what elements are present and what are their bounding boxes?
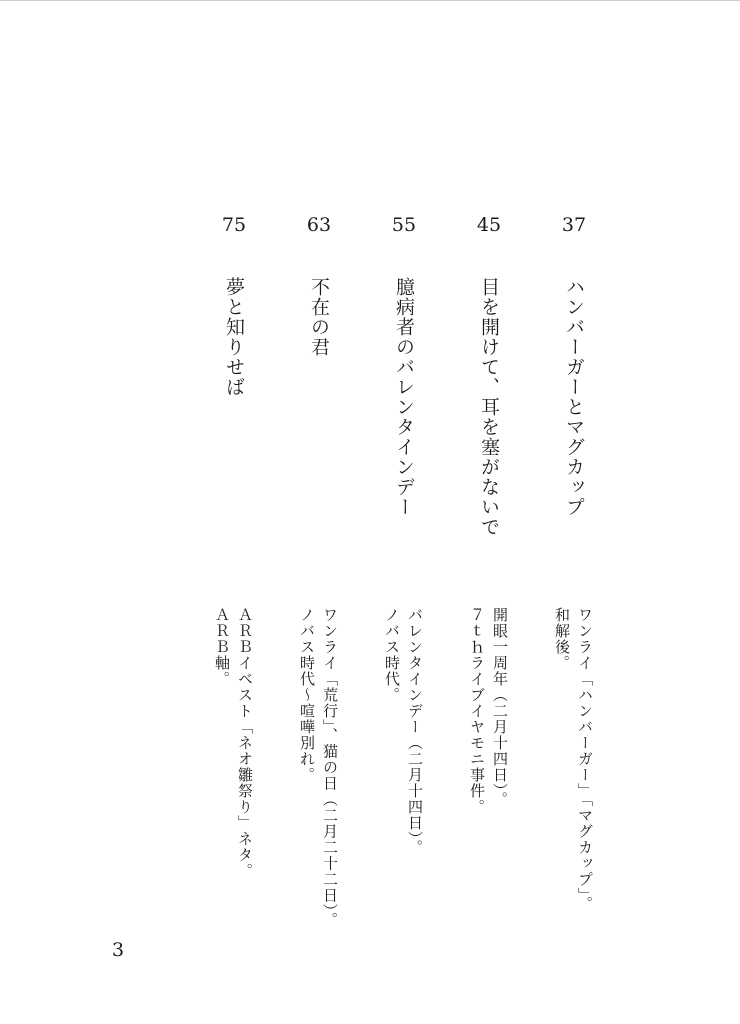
entry-note: ワンライ「荒行」、猫の日（二月二十二日）。 bbox=[321, 607, 339, 928]
page-number: 3 bbox=[112, 939, 125, 961]
entry-note: 開眼一周年（二月十四日）。 bbox=[491, 607, 509, 808]
entry-title: ハンバーガーとマグカップ bbox=[563, 277, 585, 517]
entry-note: ノバス時代～喧嘩別れ。 bbox=[298, 607, 316, 783]
entry-page-number: 45 bbox=[476, 214, 502, 236]
entry-note: ワンライ「ハンバーガー」「マグカップ」。 bbox=[576, 607, 594, 912]
entry-note: ＡＲＢ軸。 bbox=[213, 607, 231, 687]
entry-page-number: 55 bbox=[391, 214, 417, 236]
entry-title: 臆病者のバレンタインデー bbox=[393, 277, 415, 517]
entry-page-number: 37 bbox=[561, 214, 587, 236]
top-border bbox=[0, 0, 740, 1]
entry-page-number: 75 bbox=[221, 214, 247, 236]
entry-note: ７ｔｈライブイヤモニ事件。 bbox=[468, 607, 486, 815]
entry-note: バレンタインデー（二月十四日）。 bbox=[406, 607, 424, 856]
entry-note: ノバス時代。 bbox=[383, 607, 401, 703]
entry-note: ＡＲＢイベスト「ネオ雛祭り」ネタ。 bbox=[236, 607, 254, 879]
entry-title: 夢と知りせば bbox=[223, 277, 245, 397]
entry-title: 目を開けて、耳を塞がないで bbox=[478, 277, 500, 537]
entry-note: 和解後。 bbox=[553, 607, 571, 671]
entry-page-number: 63 bbox=[306, 214, 332, 236]
entry-title: 不在の君 bbox=[308, 277, 330, 357]
